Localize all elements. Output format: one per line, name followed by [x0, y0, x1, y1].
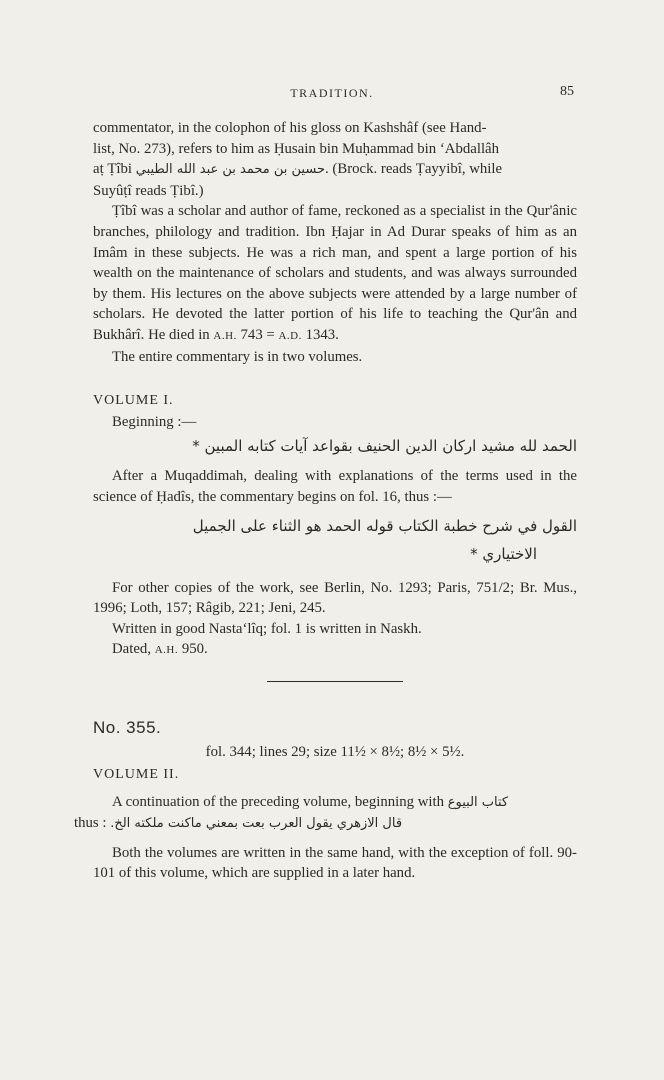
paragraph-tibi-biography: [93, 201, 577, 346]
dated-year: 950.: [181, 641, 208, 658]
line-4: Suyûṭî reads Ṭibî.): [93, 182, 204, 199]
arabic-thus-line-2: الاختياري *: [470, 544, 537, 563]
death-year-ad: 1343.: [305, 326, 339, 343]
arabic-thus-line-1: القول في شرح خطبة الكتاب قوله الحمد هو الثناء على الجميل: [192, 516, 577, 535]
arabic-continuation-quote: قال الازهري يقول العرب بعت بمعني ماكنت ملكته الخ.: [110, 816, 403, 832]
paragraph-commentator: [93, 118, 577, 201]
death-year-ah: 743 =: [240, 326, 275, 343]
page-body: [74, 118, 577, 884]
thus-label: thus :: [74, 815, 107, 832]
arabic-name-inline: حسين بن محمد بن عبد الله الطيبي: [135, 162, 325, 178]
paragraph-other-copies: For other copies of the work, see Berlin, No. 1293; Paris, 751/2; Br. Mus., 1996; Loth, 157; Râgib, 221; Jeni, 245.: [93, 579, 577, 617]
ad-label: A.D.: [278, 329, 302, 342]
continuation-text: A continuation of the preceding volume, beginning with: [112, 793, 445, 810]
paragraph-script: Written in good Nastaʻlîq; fol. 1 is written in Naskh.: [112, 620, 422, 637]
line-1: commentator, in the colophon of his gloss on Kashshâf (see Hand-: [93, 120, 487, 136]
ah-label: A.H.: [213, 329, 237, 342]
line-3b: . (Brock. reads Ṭayyibî, while: [325, 161, 503, 178]
manuscript-specs: fol. 344; lines 29; size 11½ × 8½; 8½ × 5½.: [205, 744, 465, 761]
line-3a: aṭ Ṭîbi: [93, 161, 133, 178]
paragraph-same-hand: Both the volumes are written in the same hand, with the exception of foll. 90-101 of this volume, which are supplied in a later hand.: [93, 844, 577, 882]
biography-text: Ṭîbî was a scholar and author of fame, reckoned as a specialist in the Qur'ânic branches, philology and tradition. Ibn Ḥajar in Ad Durar speaks of him as an Imâm in these subjects. He was a rich man, and spent a large portion of his wealth on the maintenance of scholars and students, and was always surrounded by them. His lectures on the above subjects were attended by a large number of scholars. He devoted the latter portion of his life to teaching the Qur'ân and Bukhârî. He died in: [93, 203, 577, 343]
arabic-kitab-al-buyu: كتاب البيوع: [447, 794, 509, 810]
manuscript-number-heading: No. 355.: [93, 717, 162, 737]
beginning-label: Beginning :—: [112, 413, 197, 430]
volume-one-heading: VOLUME I.: [93, 393, 174, 409]
volume-two-heading: VOLUME II.: [93, 767, 180, 783]
page-number: 85: [560, 84, 574, 99]
paragraph-dated: [93, 639, 577, 661]
paragraph-muqaddimah: After a Muqaddimah, dealing with explanations of the terms used in the science of Ḥadîs, the commentary begins on fol. 16, thus :—: [93, 468, 577, 505]
dated-label: Dated,: [112, 641, 152, 658]
line-2: list, No. 273), refers to him as Ḥusain bin Muḥammad bin ʻAbdallâh: [93, 140, 500, 157]
section-divider: [267, 681, 403, 682]
arabic-beginning: الحمد لله مشيد اركان الدين الحنيف بقواعد آيات كتابه المبين *: [192, 437, 577, 456]
paragraph-volumes: The entire commentary is in two volumes.: [112, 348, 363, 365]
dated-ah-label: A.H.: [154, 644, 179, 657]
paragraph-continuation: [74, 792, 577, 835]
running-title: TRADITION.: [290, 86, 374, 100]
